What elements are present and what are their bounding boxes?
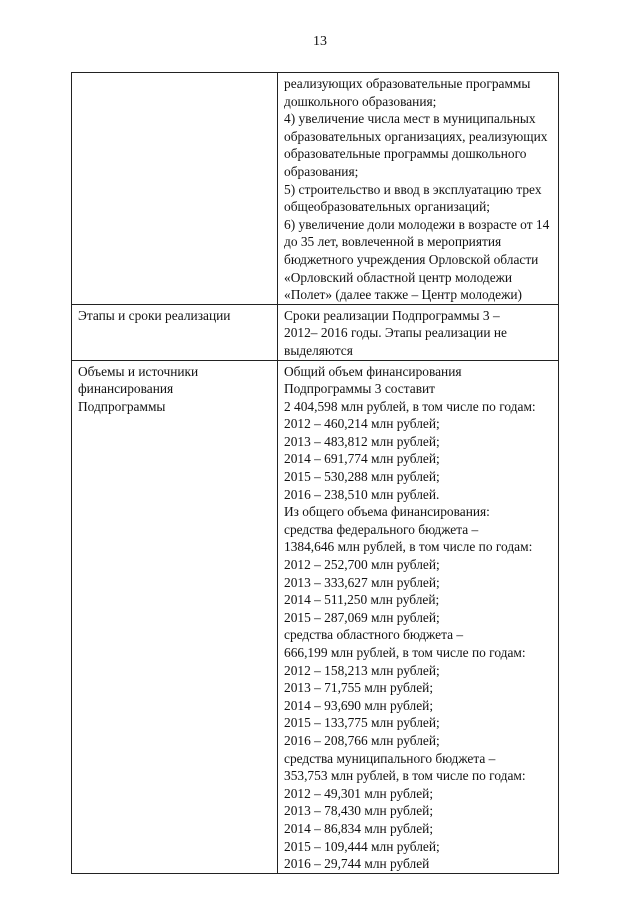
row-content-line: 2012 – 49,301 млн рублей;: [284, 785, 434, 801]
row-content-line: 2015 – 109,444 млн рублей;: [284, 838, 440, 854]
row-content-line: 2016 – 238,510 млн рублей.: [284, 486, 440, 502]
row-content-line: 2016 – 208,766 млн рублей;: [284, 732, 440, 748]
table-row: [72, 73, 559, 305]
row-label-cell: [72, 73, 278, 305]
row-content-line: 1384,646 млн рублей, в том числе по годам:: [284, 539, 533, 555]
row-label-line: Объемы и источники: [78, 363, 199, 379]
row-content-line: Сроки реализации Подпрограммы 3 –: [284, 307, 500, 323]
row-content-line: «Полет» (далее также – Центр молодежи): [284, 287, 522, 303]
row-label-line: Подпрограммы: [78, 398, 166, 414]
row-content-line: 4) увеличение числа мест в муниципальных: [284, 111, 536, 127]
page-number: 13: [313, 34, 327, 49]
row-content-line: 2015 – 530,288 млн рублей;: [284, 469, 440, 485]
row-content-line: 2013 – 71,755 млн рублей;: [284, 680, 434, 696]
table-row: [72, 304, 559, 360]
row-content-line: реализующих образовательные программы: [284, 76, 531, 91]
row-content-line: образовательных организациях, реализующих: [284, 128, 548, 144]
row-content-cell: [278, 73, 559, 305]
row-content-line: выделяются: [284, 342, 353, 358]
subprogram-passport-table: [71, 72, 559, 874]
row-content-line: до 35 лет, вовлеченной в мероприятия: [284, 234, 502, 250]
row-content-line: 2013 – 483,812 млн рублей;: [284, 433, 440, 449]
row-content-line: 2014 – 691,774 млн рублей;: [284, 451, 440, 467]
row-content-cell: [278, 360, 559, 873]
row-content-line: 353,753 млн рублей, в том числе по годам:: [284, 768, 526, 784]
row-content-line: образования;: [284, 163, 359, 179]
row-label-line: финансирования: [78, 381, 174, 397]
row-content-line: дошкольного образования;: [284, 93, 437, 109]
row-content-line: 2 404,598 млн рублей, в том числе по годам:: [284, 398, 536, 414]
row-content-line: общеобразовательных организаций;: [284, 199, 490, 215]
row-content-line: средства областного бюджета –: [284, 627, 464, 643]
row-content-line: Из общего объема финансирования:: [284, 504, 490, 520]
row-content-line: бюджетного учреждения Орловской области: [284, 251, 539, 267]
row-content-line: 6) увеличение доли молодежи в возрасте от 14: [284, 216, 550, 232]
row-content-line: средства муниципального бюджета –: [284, 750, 496, 766]
row-content-line: «Орловский областной центр молодежи: [284, 269, 513, 285]
row-content-cell: [278, 304, 559, 360]
row-content-line: 2016 – 29,744 млн рублей: [284, 856, 430, 872]
row-label-cell: [72, 304, 278, 360]
row-content-line: 2014 – 93,690 млн рублей;: [284, 697, 434, 713]
row-content-line: 5) строительство и ввод в эксплуатацию трех: [284, 181, 542, 197]
row-content-line: Общий объем финансирования: [284, 363, 462, 379]
row-content-line: 2014 – 511,250 млн рублей;: [284, 592, 440, 608]
table-row: [72, 360, 559, 873]
row-content-line: средства федерального бюджета –: [284, 521, 479, 537]
row-content-line: 666,199 млн рублей, в том числе по годам:: [284, 645, 526, 660]
row-content-line: 2013 – 333,627 млн рублей;: [284, 574, 440, 590]
row-label-cell: [72, 360, 278, 873]
row-content-line: 2012 – 460,214 млн рублей;: [284, 416, 440, 432]
row-content-line: образовательные программы дошкольного: [284, 146, 527, 162]
row-content-line: 2014 – 86,834 млн рублей;: [284, 820, 434, 836]
row-content-line: 2015 – 287,069 млн рублей;: [284, 609, 440, 625]
row-content-line: Подпрограммы 3 составит: [284, 381, 436, 397]
row-content-line: 2013 – 78,430 млн рублей;: [284, 803, 434, 819]
table-body: [72, 73, 559, 874]
row-content-line: 2012 – 158,213 млн рублей;: [284, 662, 440, 678]
row-content-line: 2015 – 133,775 млн рублей;: [284, 715, 440, 731]
row-content-line: 2012 – 252,700 млн рублей;: [284, 557, 440, 573]
row-label-line: Этапы и сроки реализации: [78, 307, 231, 323]
row-content-line: 2012– 2016 годы. Этапы реализации не: [284, 325, 507, 341]
